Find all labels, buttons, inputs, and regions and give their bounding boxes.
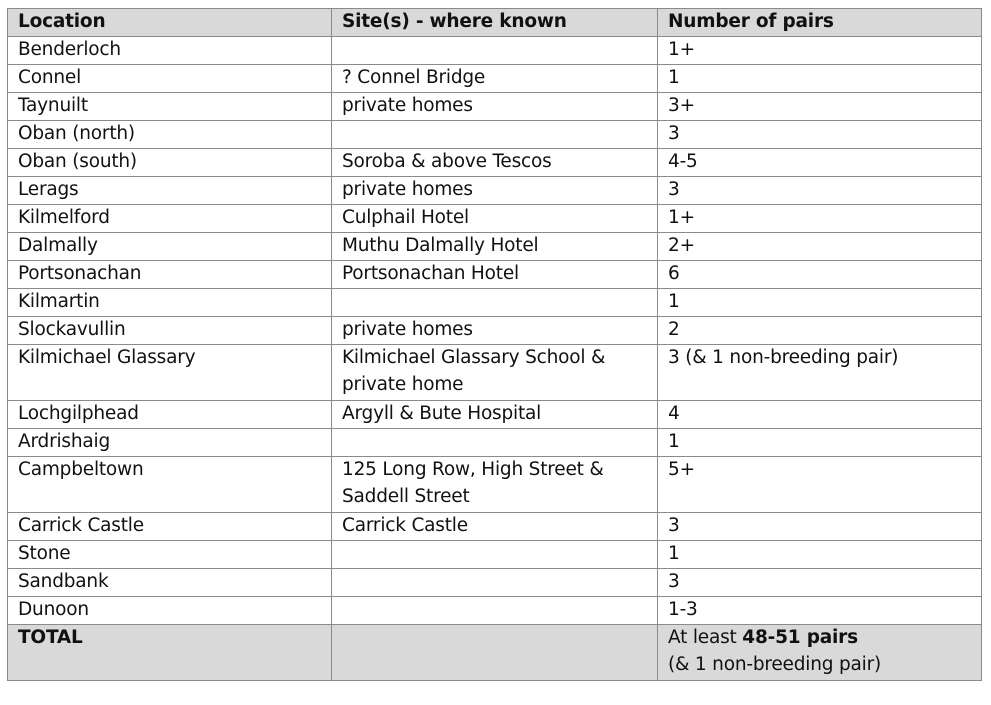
table-row <box>8 233 982 261</box>
site-cell <box>332 121 658 149</box>
location-cell: Kilmelford <box>8 205 332 233</box>
site-cell <box>332 457 658 513</box>
table-row <box>8 205 982 233</box>
table-row <box>8 429 982 457</box>
location-cell: Ardrishaig <box>8 429 332 457</box>
table-row <box>8 65 982 93</box>
table-row <box>8 289 982 317</box>
total-line1 <box>668 625 971 652</box>
total-row <box>8 625 982 681</box>
location-cell: Kilmichael Glassary <box>8 345 332 401</box>
table-row <box>8 457 982 513</box>
site-cell <box>332 569 658 597</box>
site-cell: private homes <box>332 177 658 205</box>
site-cell <box>332 345 658 401</box>
pairs-cell: 6 <box>658 261 982 289</box>
location-cell: Carrick Castle <box>8 513 332 541</box>
pairs-cell: 4 <box>658 401 982 429</box>
total-label: TOTAL <box>8 625 332 681</box>
table-row <box>8 317 982 345</box>
header-site: Site(s) - where known <box>332 9 658 37</box>
table-header-row <box>8 9 982 37</box>
pairs-cell: 3 <box>658 177 982 205</box>
total-line2: (& 1 non-breeding pair) <box>668 653 882 675</box>
site-cell: private homes <box>332 93 658 121</box>
location-cell: Oban (north) <box>8 121 332 149</box>
table-row <box>8 177 982 205</box>
pairs-cell: 3 <box>658 121 982 149</box>
location-cell: Dalmally <box>8 233 332 261</box>
pairs-cell: 3 <box>658 513 982 541</box>
table-row <box>8 37 982 65</box>
pairs-cell: 3 (& 1 non-breeding pair) <box>658 345 982 401</box>
site-cell: Soroba & above Tescos <box>332 149 658 177</box>
total-value: 48-51 pairs <box>742 627 858 648</box>
site-cell <box>332 597 658 625</box>
site-cell <box>332 289 658 317</box>
table-row <box>8 261 982 289</box>
table-row <box>8 93 982 121</box>
total-prefix: At least <box>668 627 743 648</box>
site-cell: Argyll & Bute Hospital <box>332 401 658 429</box>
location-cell: Oban (south) <box>8 149 332 177</box>
site-line: private home <box>342 373 464 395</box>
table-row <box>8 569 982 597</box>
location-cell: Kilmartin <box>8 289 332 317</box>
location-cell: Campbeltown <box>8 457 332 513</box>
table-row <box>8 149 982 177</box>
header-location: Location <box>8 9 332 37</box>
pairs-cell: 1 <box>658 429 982 457</box>
location-cell: Slockavullin <box>8 317 332 345</box>
site-cell: private homes <box>332 317 658 345</box>
site-line: 125 Long Row, High Street & <box>342 459 604 480</box>
site-cell: ? Connel Bridge <box>332 65 658 93</box>
site-cell: Culphail Hotel <box>332 205 658 233</box>
location-cell: Benderloch <box>8 37 332 65</box>
site-cell <box>332 429 658 457</box>
site-cell: Portsonachan Hotel <box>332 261 658 289</box>
pairs-cell: 3+ <box>658 93 982 121</box>
pairs-cell: 1 <box>658 65 982 93</box>
pairs-cell: 3 <box>658 569 982 597</box>
pairs-cell: 1 <box>658 289 982 317</box>
location-cell: Stone <box>8 541 332 569</box>
header-pairs: Number of pairs <box>658 9 982 37</box>
location-cell: Lochgilphead <box>8 401 332 429</box>
pairs-cell: 1+ <box>658 205 982 233</box>
pairs-cell: 4-5 <box>658 149 982 177</box>
table-row <box>8 541 982 569</box>
table-row <box>8 597 982 625</box>
pairs-cell: 2+ <box>658 233 982 261</box>
pairs-cell: 1-3 <box>658 597 982 625</box>
pairs-cell: 5+ <box>658 457 982 513</box>
site-line: Saddell Street <box>342 485 470 507</box>
site-line: Kilmichael Glassary School & <box>342 347 606 368</box>
table-row <box>8 513 982 541</box>
site-cell: Carrick Castle <box>332 513 658 541</box>
table-row <box>8 401 982 429</box>
location-cell: Dunoon <box>8 597 332 625</box>
site-cell <box>332 541 658 569</box>
total-pairs-cell <box>658 625 982 681</box>
location-cell: Sandbank <box>8 569 332 597</box>
site-cell <box>332 37 658 65</box>
pairs-cell: 2 <box>658 317 982 345</box>
pairs-table <box>7 8 982 681</box>
table-row <box>8 121 982 149</box>
location-cell: Taynuilt <box>8 93 332 121</box>
total-site-cell <box>332 625 658 681</box>
location-cell: Connel <box>8 65 332 93</box>
table-row <box>8 345 982 401</box>
location-cell: Portsonachan <box>8 261 332 289</box>
pairs-cell: 1 <box>658 541 982 569</box>
pairs-cell: 1+ <box>658 37 982 65</box>
location-cell: Lerags <box>8 177 332 205</box>
site-cell: Muthu Dalmally Hotel <box>332 233 658 261</box>
